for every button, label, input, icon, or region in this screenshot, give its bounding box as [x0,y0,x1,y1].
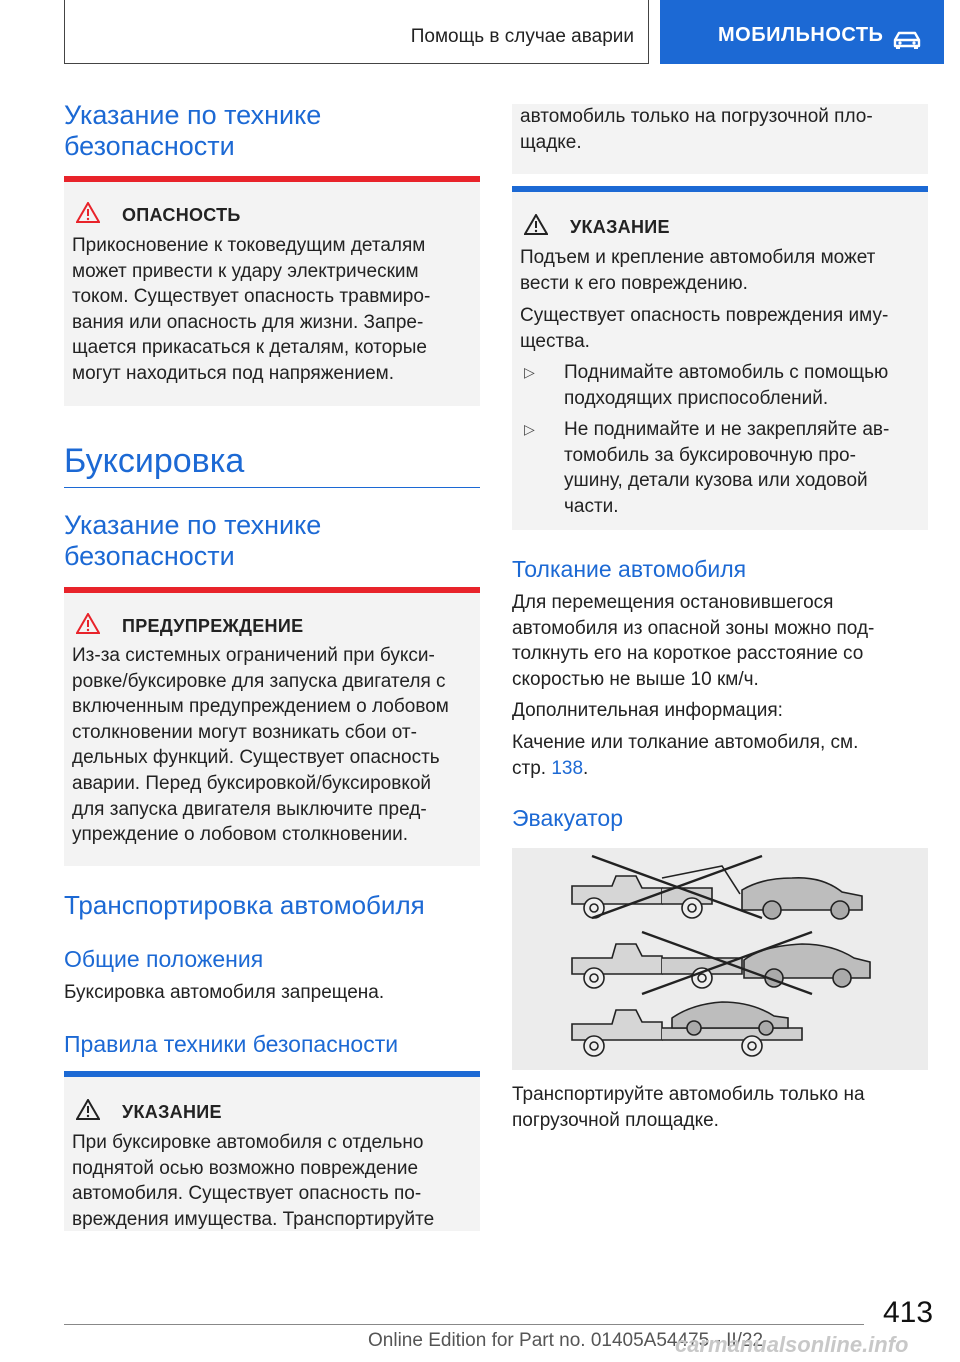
illustration-caption: Транспортируйте автомобиль только на погрузочной площадке. [512,1084,865,1131]
warning-text: Из-за системных ограничений при букси- ровке/буксировке для запуска двигателя с включенным предупреждением о лобовом столкновении могут возникать сбои от- дельных функций. Существует опасность аварии. Перед буксировкой/буксировкой для запуска двигателя выключите пред- упреждение о лобовом столкновении. [72,645,449,846]
warning-triangle-icon [76,1099,100,1125]
header-chapter-tab [660,0,944,64]
notice-bar-right [512,186,928,192]
reference-text: Качение или толкание автомобиля, см. стр. 138. [512,732,859,779]
warning-bar [64,587,480,593]
notice-text-left: При буксировке автомобиля с отдельно поднятой осью возможно повреждение автомобиля. Существует опасность по- вреждения имущества. Транспортируйте [72,1132,435,1230]
danger-header [76,202,241,228]
warning-triangle-icon [76,202,100,228]
car-icon [892,30,922,55]
transport-title: Транспортировка автомобиля [64,890,425,920]
notice-bar-left [64,1071,480,1077]
rules-title: Правила техники безопасности [64,1031,399,1057]
tow-truck-title: Эвакуатор [512,805,623,831]
danger-title: ОПАСНОСТЬ [122,204,241,225]
notice-title-right: УКАЗАНИЕ [570,216,670,237]
safety-heading-1: Указание по технике безопасности [64,100,322,161]
notice-continuation-text: автомобиль только на погрузочной пло- щадке. [520,106,873,153]
notice-title-left: УКАЗАНИЕ [122,1101,222,1122]
push-text: Для перемещения остановившегося автомобиля из опасной зоны можно под- толкнуть его на короткое расстояние со скоростью не выше 10 км/ч. [512,592,875,690]
header-chapter-label: МОБИЛЬНОСТЬ [718,24,884,46]
danger-bar [64,176,480,182]
danger-text: Прикосновение к токоведущим деталям может привести к удару электрическим током. Существует опасность травмиро- вания или опасность для жизни. Запре- щается прикасаться к деталям, которые могут находиться под напряжением. [72,235,431,384]
towing-title: Буксировка [64,442,245,480]
notice-header-left [76,1099,222,1125]
footer-edition: Online Edition for Part no. 01405A54475 - II/22 [368,1330,764,1351]
footer-rule [64,1324,864,1325]
general-text: Буксировка автомобиля запрещена. [64,982,385,1003]
watermark: carmanualsonline.info [675,1332,909,1357]
bullet-triangle-icon: ▷ [524,364,535,380]
warning-triangle-icon [524,214,548,240]
header-section-tab [64,0,649,64]
page-reference-link[interactable]: 138 [551,757,584,779]
notice-text-right-2: Существует опасность повреждения иму- щества. [520,305,889,352]
header-section-label: Помощь в случае аварии [410,26,634,47]
page-number: 413 [883,1296,934,1329]
push-title: Толкание автомобиля [512,556,747,582]
towing-rule [64,487,480,488]
notice-header-right [524,214,670,240]
warning-header [76,613,303,639]
warning-title: ПРЕДУПРЕЖДЕНИЕ [122,615,304,636]
general-title: Общие положения [64,946,264,972]
notice-text-right-1: Подъем и крепление автомобиля может вести к его повреждению. [520,247,876,294]
safety-heading-2: Указание по технике безопасности [64,510,322,571]
warning-triangle-icon [76,613,100,639]
more-info-label: Дополнительная информация: [512,700,783,721]
tow-truck-illustration [512,848,928,1070]
bullet-triangle-icon: ▷ [524,421,535,437]
